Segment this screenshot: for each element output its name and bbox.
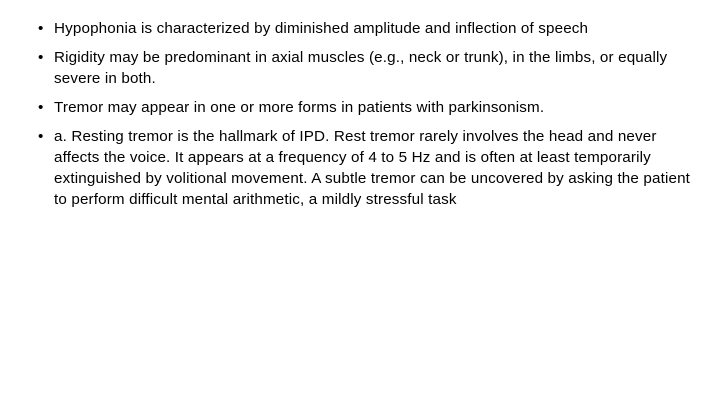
bullet-text: Tremor may appear in one or more forms in patients with parkinsonism.	[54, 99, 545, 116]
list-item	[36, 126, 696, 210]
bullet-point-icon: •	[38, 49, 44, 66]
bullet-text: Rigidity may be predominant in axial muscles (e.g., neck or trunk), in the limbs, or equally severe in both.	[54, 49, 668, 87]
list-item	[36, 18, 696, 39]
bullet-text: a. Resting tremor is the hallmark of IPD. Rest tremor rarely involves the head and never affects the voice. It appears at a frequency of 4 to 5 Hz and is often at least temporarily extinguished by volitional movement. A subtle tremor can be uncovered by asking the patient to perform difficult mental arithmetic, a mildly stressful task	[54, 128, 691, 208]
list-item	[36, 47, 696, 89]
bullet-point-icon: •	[38, 20, 44, 37]
list-item	[36, 97, 696, 118]
bullet-point-icon: •	[38, 128, 44, 145]
bullet-text: Hypophonia is characterized by diminished amplitude and inflection of speech	[54, 20, 589, 37]
slide-body-placeholder	[36, 18, 696, 218]
bullet-list	[36, 18, 696, 210]
bullet-point-icon: •	[38, 99, 44, 116]
